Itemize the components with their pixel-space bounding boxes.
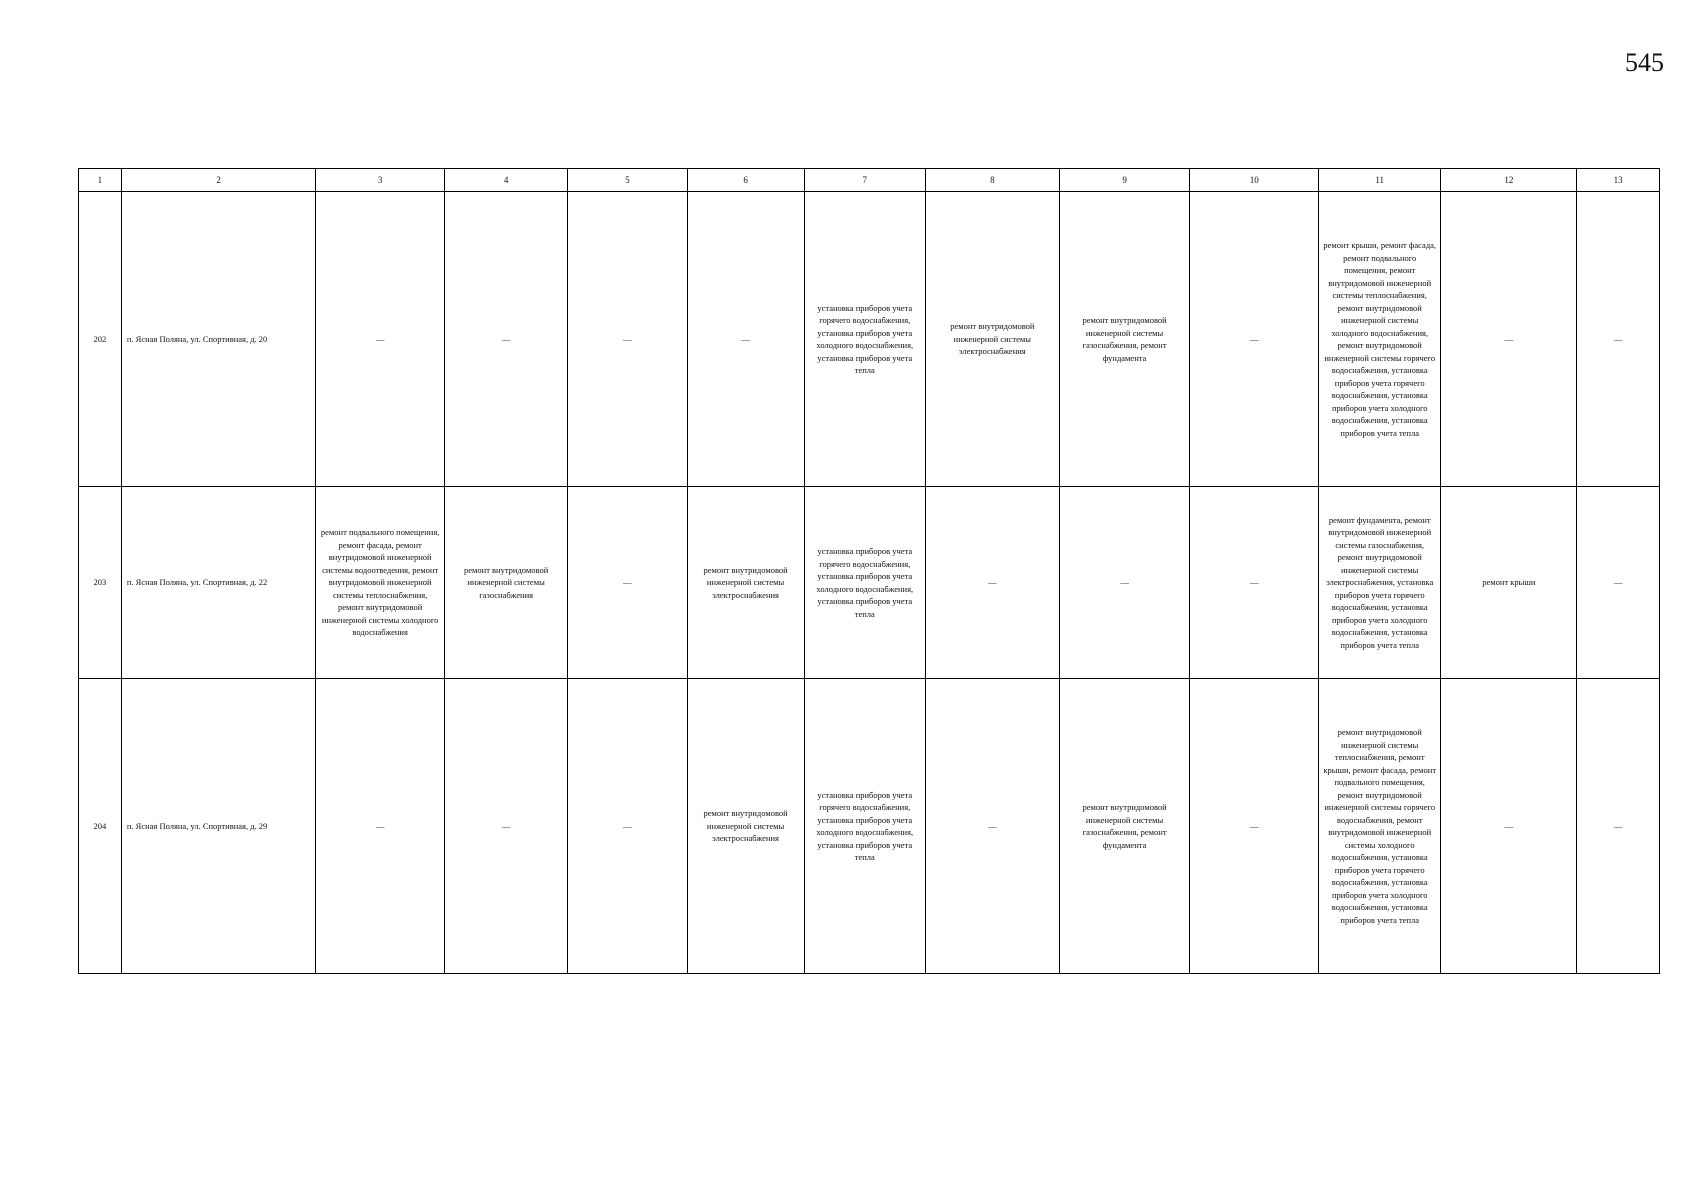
column-number-header-row <box>79 169 1660 192</box>
table-cell: ремонт крыши <box>1441 487 1577 679</box>
table-cell: ремонт подвального помещения, ремонт фасада, ремонт внутридомовой инженерной системы водоотведения, ремонт внутридомовой инженерной системы теплоснабжения, ремонт внутридомовой инженерной системы холодного водоснабжения <box>316 487 445 679</box>
page-number: 545 <box>1625 48 1664 77</box>
table-cell: — <box>1190 192 1319 487</box>
table-cell: ремонт крыши, ремонт фасада, ремонт подвального помещения, ремонт внутридомовой инженерной системы теплоснабжения, ремонт внутридомовой инженерной системы холодного водоснабжения, ремонт внутридомовой инженерной системы горячего водоснабжения, установка приборов учета горячего водоснабжения, установка приборов учета холодного водоснабжения, установка приборов учета тепла <box>1319 192 1441 487</box>
table-cell: — <box>568 192 687 487</box>
column-number: 2 <box>121 169 315 192</box>
column-number: 3 <box>316 169 445 192</box>
address-cell: п. Ясная Поляна, ул. Спортивная, д. 22 <box>121 487 315 679</box>
row-number: 202 <box>79 192 122 487</box>
table-cell: — <box>1577 679 1660 974</box>
table-row <box>79 487 1660 679</box>
table-cell: ремонт внутридомовой инженерной системы газоснабжения, ремонт фундамента <box>1059 192 1190 487</box>
column-number: 9 <box>1059 169 1190 192</box>
table-cell: ремонт внутридомовой инженерной системы электроснабжения <box>687 679 804 974</box>
address-cell: п. Ясная Поляна, ул. Спортивная, д. 29 <box>121 679 315 974</box>
table-cell: — <box>568 487 687 679</box>
table-cell: — <box>1577 192 1660 487</box>
row-number: 203 <box>79 487 122 679</box>
table-cell: — <box>444 192 567 487</box>
works-table <box>78 168 1660 974</box>
table-cell: ремонт фундамента, ремонт внутридомовой инженерной системы газоснабжения, ремонт внутридомовой инженерной системы электроснабжения, установка приборов учета горячего водоснабжения, установка приборов учета холодного водоснабжения, установка приборов учета тепла <box>1319 487 1441 679</box>
table-cell: ремонт внутридомовой инженерной системы теплоснабжения, ремонт крыши, ремонт фасада, ремонт подвального помещения, ремонт внутридомовой инженерной системы горячего водоснабжения, ремонт внутридомовой инженерной системы холодного водоснабжения, установка приборов учета горячего водоснабжения, установка приборов учета холодного водоснабжения, установка приборов учета тепла <box>1319 679 1441 974</box>
column-number: 11 <box>1319 169 1441 192</box>
table-cell: ремонт внутридомовой инженерной системы электроснабжения <box>925 192 1059 487</box>
table-row <box>79 192 1660 487</box>
table-cell: — <box>316 192 445 487</box>
table-cell: ремонт внутридомовой инженерной системы газоснабжения, ремонт фундамента <box>1059 679 1190 974</box>
column-number: 1 <box>79 169 122 192</box>
table-cell: — <box>316 679 445 974</box>
table-cell: — <box>1059 487 1190 679</box>
column-number: 13 <box>1577 169 1660 192</box>
column-number: 5 <box>568 169 687 192</box>
table-cell: — <box>444 679 567 974</box>
table-cell: ремонт внутридомовой инженерной системы газоснабжения <box>444 487 567 679</box>
table-cell: установка приборов учета горячего водоснабжения, установка приборов учета холодного водоснабжения, установка приборов учета тепла <box>804 487 925 679</box>
address-cell: п. Ясная Поляна, ул. Спортивная, д. 20 <box>121 192 315 487</box>
table-cell: ремонт внутридомовой инженерной системы электроснабжения <box>687 487 804 679</box>
column-number: 12 <box>1441 169 1577 192</box>
table-cell: — <box>1190 679 1319 974</box>
table-cell: — <box>568 679 687 974</box>
table-cell: — <box>687 192 804 487</box>
column-number: 10 <box>1190 169 1319 192</box>
table-cell: — <box>925 487 1059 679</box>
column-number: 8 <box>925 169 1059 192</box>
column-number: 7 <box>804 169 925 192</box>
table-row <box>79 679 1660 974</box>
row-number: 204 <box>79 679 122 974</box>
table-cell: — <box>1441 192 1577 487</box>
table-cell: — <box>1577 487 1660 679</box>
column-number: 4 <box>444 169 567 192</box>
table-cell: установка приборов учета горячего водоснабжения, установка приборов учета холодного водоснабжения, установка приборов учета тепла <box>804 679 925 974</box>
table-cell: — <box>925 679 1059 974</box>
table-cell: — <box>1190 487 1319 679</box>
column-number: 6 <box>687 169 804 192</box>
table-cell: установка приборов учета горячего водоснабжения, установка приборов учета холодного водоснабжения, установка приборов учета тепла <box>804 192 925 487</box>
table-cell: — <box>1441 679 1577 974</box>
